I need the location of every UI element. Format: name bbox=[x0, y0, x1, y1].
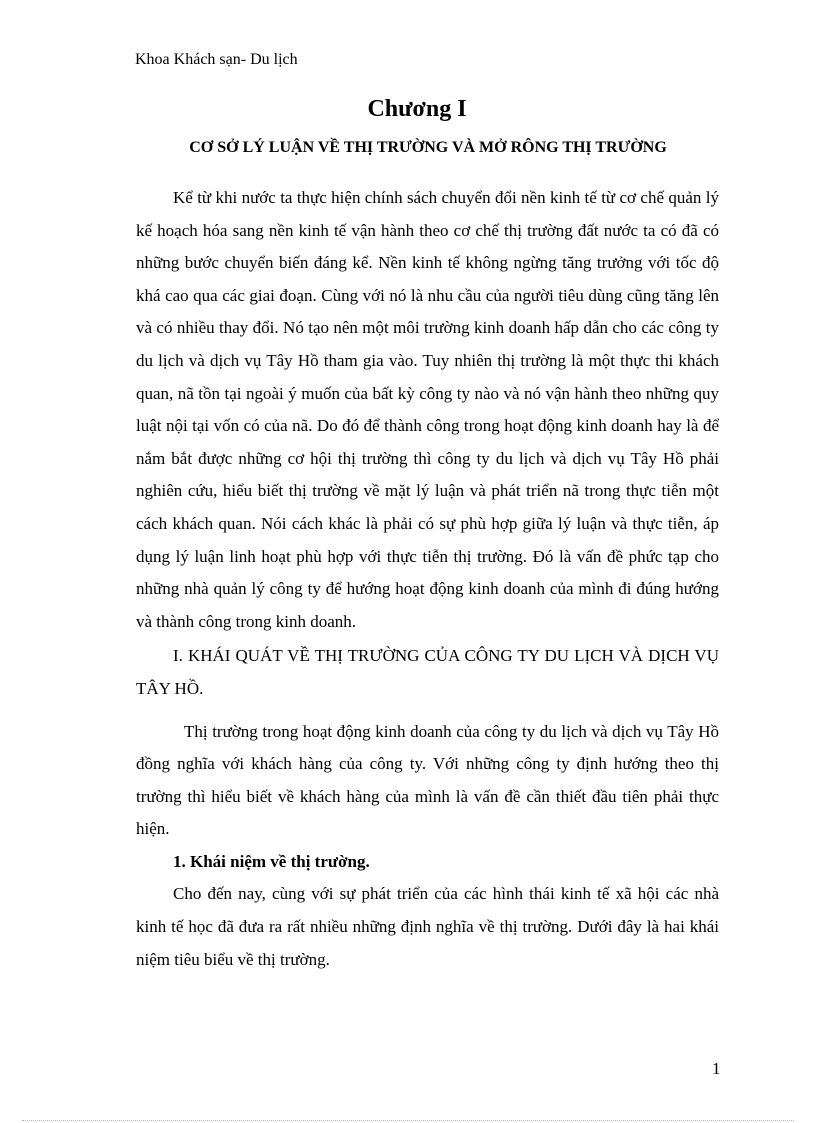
chapter-title: Chương I bbox=[367, 96, 467, 122]
section-heading: I. KHÁI QUÁT VỀ THỊ TRƯỜNG CỦA CÔNG TY DU LỊCH VÀ DỊCH VỤ TÂY HỒ. bbox=[136, 646, 719, 698]
footer-divider bbox=[22, 1120, 794, 1121]
section-intro-paragraph: Thị trường trong hoạt động kinh doanh của công ty du lịch và dịch vụ Tây Hồ đồng nghĩa với khách hàng của công ty. Với những công ty định hướng theo thị trường thì hiểu biết về khách hàng của mình là vấn đề cần thiết đầu tiên phải thực hiện. bbox=[136, 721, 719, 839]
subsection-paragraph: Cho đến nay, cùng với sự phát triển của các hình thái kinh tế xã hội các nhà kinh tế học đã đưa ra rất nhiều những định nghĩa về thị trường. Dưới đây là hai khái niệm tiêu biểu về thị trường. bbox=[136, 884, 719, 969]
page-number: 1 bbox=[712, 1059, 721, 1078]
intro-paragraph: Kể từ khi nước ta thực hiện chính sách chuyển đổi nền kinh tế từ cơ chế quản lý kế hoạch hóa sang nền kinh tế vận hành theo cơ chế thị trường đất nước ta có đã có những bước chuyển biến đáng kể. Nền kinh tế không ngừng tăng trưởng với tốc độ khá cao qua các giai đoạn. Cùng với nó là nhu cầu của người tiêu dùng cũng tăng lên và có nhiều thay đổi. Nó tạo nên một môi trường kinh doanh hấp dẫn cho các công ty du lịch và dịch vụ Tây Hồ tham gia vào. Tuy nhiên thị trường là một thực thi khách quan, nã tồn tại ngoài ý muốn của bất kỳ công ty nào và nó vận hành theo những quy luật nội tại vốn có của nã. Do đó để thành công trong hoạt động kinh doanh hay là để nắm bắt được những cơ hội thị trường thì công ty du lịch và dịch vụ Tây Hồ phải nghiên cứu, hiểu biết thị trường về mặt lý luận và phát triển nã trong thực tiễn một cách khách quan. Nói cách khác là phải có sự phù hợp giữa lý luận và thực tiễn, áp dụng lý luận linh hoạt phù hợp với thực tiễn thị trường. Đó là vấn đề phức tạp cho những nhà quản lý công ty để hướng hoạt động kinh doanh của mình đi đúng hướng và thành công trong kinh doanh. bbox=[136, 188, 719, 631]
subsection-heading: 1. Khái niệm về thị trường. bbox=[173, 851, 370, 871]
page-header: Khoa Khách sạn- Du lịch bbox=[135, 51, 298, 68]
document-body bbox=[136, 182, 719, 976]
chapter-subtitle: CƠ SỞ LÝ LUẬN VỀ THỊ TRƯỜNG VÀ MỞ RÔNG THỊ TRƯỜNG bbox=[189, 139, 667, 156]
